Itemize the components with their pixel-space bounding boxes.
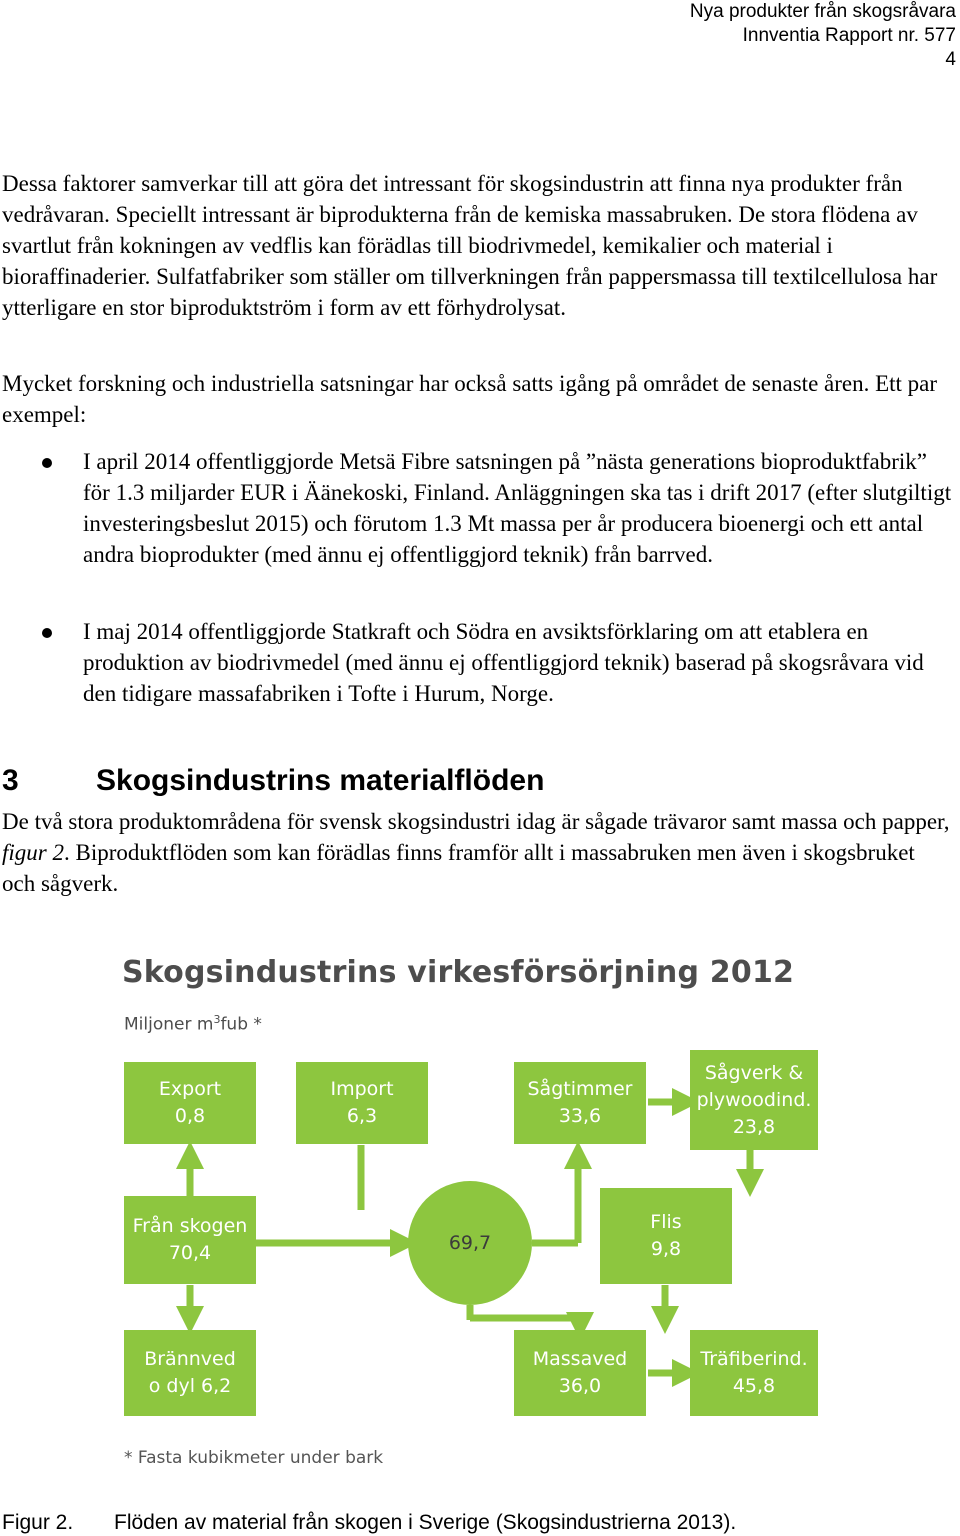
section-text-end: . Biproduktflöden som kan förädlas finns framför allt i massabruken men även i skogsbruket och sågverk. (2, 840, 915, 896)
figure-unit-subtitle: Miljoner $m^3fub$ * (124, 1013, 262, 1035)
box-flis: Flis 9,8 (600, 1188, 732, 1284)
figure-reference-link[interactable]: figur 2 (2, 840, 64, 865)
box-fran-skogen: Från skogen 70,4 (124, 1196, 256, 1284)
box-export: Export 0,8 (124, 1062, 256, 1144)
box-massaved: Massaved 36,0 (514, 1330, 646, 1416)
bullet-item-statkraft: I maj 2014 offentliggjorde Statkraft och Södra en avsiktsförklaring om att etablera en produktion av biodrivmedel (med ännu ej offentliggjord teknik) baserad på skogsråvara vid den tidigare massafabriken i Tofte i Hurum, Norge. (83, 619, 924, 706)
bullet-item-metsa: I april 2014 offentliggjorde Metsä Fibre satsningen på ”nästa generations bioproduktfabrik” för 1.3 miljarder EUR i Äänekoski, Finland. Anläggningen ska tas i drift 2017 (efter slutgiltigt investeringsbeslut 2015) och förutom 1.3 Mt massa per år producera bioenergi och ett antal andra bioprodukter (med ännu ej offentliggjord teknik) från barrved. (83, 449, 952, 567)
section-text-start: De två stora produktområdena för svensk skogsindustri idag är sågade trävaror samt massa och papper, (2, 809, 950, 834)
figure-title: Skogsindustrins virkesförsörjning 2012 (122, 955, 795, 990)
figure-caption-text: Flöden av material från skogen i Sverige (Skogsindustrierna 2013). (114, 1511, 737, 1534)
header-report-number: Innventia Rapport nr. 577 (742, 25, 956, 46)
box-brannved: Brännved o dyl 6,2 (124, 1330, 256, 1416)
box-sagtimmer: Sågtimmer 33,6 (514, 1062, 646, 1144)
paragraph-intro: Dessa faktorer samverkar till att göra det intressant för skogsindustrin att finna nya produkter från vedråvaran. Speciellt intressant är biprodukterna från de kemiska massabruken. De stora flödena av svartlut från kokningen av vedflis kan förädlas till biodrivmedel, kemikalier och material i bioraffinaderier. Sulfatfabriker som ställer om tillverkningen från pappersmassa till textilcellulosa har ytterligare en stor biproduktström i form av ett förhydrolysat. (2, 171, 938, 320)
box-import: Import 6,3 (296, 1062, 428, 1144)
box-trafiberind: Träfiberind. 45,8 (690, 1330, 818, 1416)
section-number: 3 (2, 764, 19, 797)
section-title: Skogsindustrins materialflöden (96, 764, 545, 797)
box-sagverk: Sågverk & plywoodind. 23,8 (690, 1050, 818, 1150)
figure-caption-label: Figur 2. (2, 1511, 74, 1534)
paragraph-research: Mycket forskning och industriella satsningar har också satts igång på området de senaste åren. Ett par exempel: (2, 371, 938, 427)
header-report-title: Nya produkter från skogsråvara (689, 1, 956, 22)
page-number: 4 (945, 49, 956, 70)
figure-footnote: * Fasta kubikmeter under bark (124, 1448, 384, 1468)
center-total-circle: 69,7 (408, 1181, 532, 1305)
